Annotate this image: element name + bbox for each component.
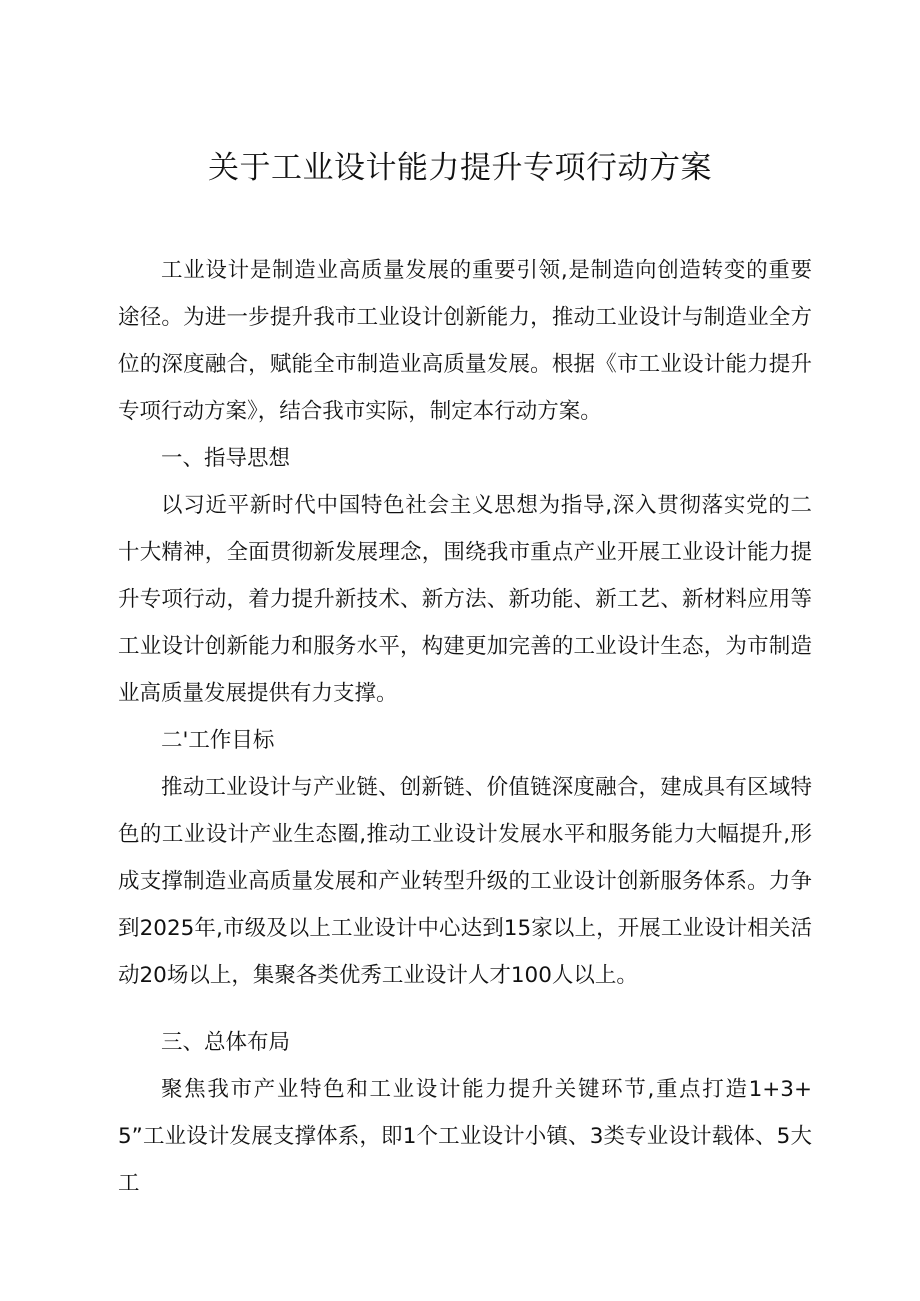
intro-paragraph: 工业设计是制造业高质量发展的重要引领,是制造向创造转变的重要途径。为进一步提升我市工业设计创新能力，推动工业设计与制造业全方位的深度融合，赋能全市制造业高质量发展。根据《市工业设计能力提升专项行动方案》，结合我市实际，制定本行动方案。 — [118, 258, 812, 424]
paragraph-spacer — [118, 999, 812, 1019]
section-paragraph-overall-layout: 聚焦我市产业特色和工业设计能力提升关键环节,重点打造1+3+5”工业设计发展支撑体系，即1个工业设计小镇、3类专业设计载体、5大工 — [118, 1077, 812, 1196]
section-heading-overall-layout: 三、总体布局 — [161, 1030, 291, 1055]
document-body — [118, 247, 812, 1207]
section-heading-guiding-ideology: 一、指导思想 — [161, 446, 291, 471]
section-heading-work-goals: 二'工作目标 — [161, 728, 275, 753]
section-paragraph-work-goals: 推动工业设计与产业链、创新链、价值链深度融合，建成具有区域特色的工业设计产业生态圈,推动工业设计发展水平和服务能力大幅提升,形成支撑制造业高质量发展和产业转型升级的工业设计创新服务体系。力争到2025年,市级及以上工业设计中心达到15家以上，开展工业设计相关活动20场以上，集聚各类优秀工业设计人才100人以上。 — [118, 775, 812, 988]
document-title: 关于工业设计能力提升专项行动方案 — [208, 150, 712, 186]
section-paragraph-guiding-ideology: 以习近平新时代中国特色社会主义思想为指导,深入贯彻落实党的二十大精神，全面贯彻新发展理念，围绕我市重点产业开展工业设计能力提升专项行动，着力提升新技术、新方法、新功能、新工艺、新材料应用等工业设计创新能力和服务水平，构建更加完善的工业设计生态，为市制造业高质量发展提供有力支撑。 — [118, 493, 812, 706]
